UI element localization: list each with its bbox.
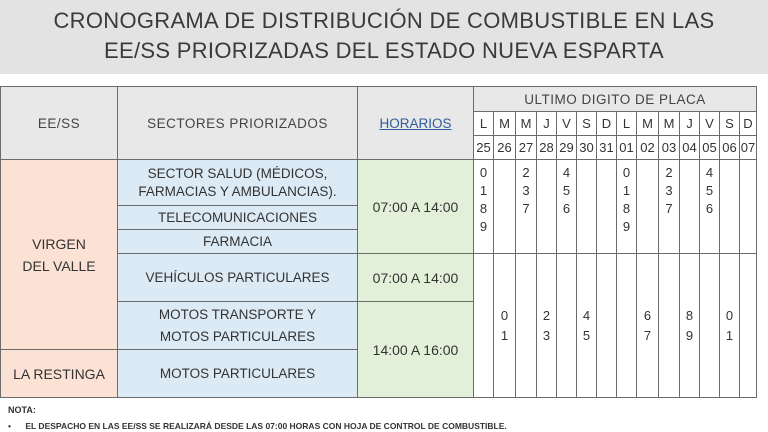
plate-digit: 8 (622, 201, 631, 216)
plate-digit: 4 (562, 165, 571, 180)
plate-digit: 2 (522, 165, 530, 180)
column-header-eess: EE/SS (1, 87, 118, 160)
plate-digit: 9 (622, 219, 631, 234)
column-header-sectores: SECTORES PRIORIZADOS (118, 87, 358, 160)
digit-cell (597, 254, 617, 398)
day-cell: D (740, 112, 757, 136)
plate-digit: 3 (665, 183, 673, 198)
plate-digit: 0 (479, 165, 488, 180)
plate-digit: 1 (725, 327, 734, 343)
digit-cell (494, 160, 516, 254)
column-header-horarios: HORARIOS (358, 87, 474, 160)
date-cell: 02 (637, 136, 659, 160)
digit-cell (740, 254, 757, 398)
digit-cell (516, 254, 537, 398)
plate-digit: 7 (643, 327, 652, 343)
digit-cell (680, 254, 700, 398)
sector-vehiculos: VEHÍCULOS PARTICULARES (118, 254, 358, 302)
digit-cell (700, 160, 720, 254)
plate-digit: 6 (705, 201, 714, 216)
digit-cell (617, 254, 637, 398)
digit-cell (537, 160, 557, 254)
sector-salud: SECTOR SALUD (MÉDICOS, FARMACIAS Y AMBULANCIAS). (118, 160, 358, 206)
digit-cell (659, 254, 680, 398)
digit-cell (637, 160, 659, 254)
day-cell: J (680, 112, 700, 136)
plate-digit: 8 (685, 307, 694, 323)
station-virgen-del-valle: VIRGEN DEL VALLE (1, 160, 118, 350)
plate-digit: 0 (500, 307, 509, 323)
digit-cell (680, 160, 700, 254)
page-title-line-1: CRONOGRAMA DE DISTRIBUCIÓN DE COMBUSTIBLE EN LAS (53, 8, 715, 33)
digit-cell (720, 160, 740, 254)
plate-digit: 4 (582, 307, 591, 323)
date-cell: 29 (557, 136, 577, 160)
digit-cell (537, 254, 557, 398)
digit-cell (617, 160, 637, 254)
column-header-placa: ULTIMO DIGITO DE PLACA (474, 87, 757, 112)
plate-digit: 2 (542, 307, 551, 323)
plate-digit: 3 (542, 327, 551, 343)
station-la-restinga: LA RESTINGA (1, 350, 118, 398)
digit-cell (557, 160, 577, 254)
digit-cell (474, 254, 494, 398)
digit-cell (577, 254, 597, 398)
plate-digit: 5 (705, 183, 714, 198)
plate-digit: 7 (665, 201, 673, 216)
digit-cell (740, 160, 757, 254)
date-cell: 06 (720, 136, 740, 160)
day-cell: M (494, 112, 516, 136)
day-cell: L (474, 112, 494, 136)
date-cell: 27 (516, 136, 537, 160)
digit-cell (720, 254, 740, 398)
date-cell: 30 (577, 136, 597, 160)
note-label: NOTA: (8, 405, 36, 415)
day-cell: M (659, 112, 680, 136)
date-cell: 28 (537, 136, 557, 160)
digit-cell (557, 254, 577, 398)
date-cell: 05 (700, 136, 720, 160)
day-cell: V (557, 112, 577, 136)
schedule-priority: 07:00 A 14:00 (358, 160, 474, 254)
page-title-line-2: EE/SS PRIORIZADAS DEL ESTADO NUEVA ESPARTA (104, 38, 664, 63)
schedule-table (0, 86, 757, 398)
digit-cell (597, 160, 617, 254)
digit-cell (516, 160, 537, 254)
day-cell: J (537, 112, 557, 136)
schedule-vehiculos: 07:00 A 14:00 (358, 254, 474, 302)
plate-digit: 5 (562, 183, 571, 198)
plate-digit: 0 (725, 307, 734, 323)
plate-digit: 7 (522, 201, 530, 216)
day-cell: L (617, 112, 637, 136)
day-cell: M (516, 112, 537, 136)
note-item (8, 421, 507, 431)
plate-digit: 1 (479, 183, 488, 198)
plate-digit: 6 (643, 307, 652, 323)
sector-farmacia: FARMACIA (118, 230, 358, 254)
plate-digit: 8 (479, 201, 488, 216)
plate-digit: 2 (665, 165, 673, 180)
plate-digit: 6 (562, 201, 571, 216)
date-cell: 03 (659, 136, 680, 160)
plate-digit: 3 (522, 183, 530, 198)
date-cell: 26 (494, 136, 516, 160)
schedule-motos: 14:00 A 16:00 (358, 302, 474, 398)
plate-digit: 1 (622, 183, 631, 198)
plate-digit: 0 (622, 165, 631, 180)
plate-digit: 4 (705, 165, 714, 180)
note-text: EL DESPACHO EN LAS EE/SS SE REALIZARÁ DESDE LAS 07:00 HORAS CON HOJA DE CONTROL DE COMBUSTIBLE. (25, 421, 507, 431)
digit-cell (494, 254, 516, 398)
digit-cell (700, 254, 720, 398)
date-cell: 07 (740, 136, 757, 160)
digit-cell (637, 254, 659, 398)
date-cell: 31 (597, 136, 617, 160)
day-cell: M (637, 112, 659, 136)
date-cell: 04 (680, 136, 700, 160)
title-banner (0, 0, 768, 74)
sector-motos-particulares: MOTOS PARTICULARES (118, 350, 358, 398)
day-cell: D (597, 112, 617, 136)
table-row (1, 160, 757, 206)
date-cell: 25 (474, 136, 494, 160)
digit-cell (659, 160, 680, 254)
sector-motos-transporte: MOTOS TRANSPORTE Y MOTOS PARTICULARES (118, 302, 358, 350)
day-cell: S (720, 112, 740, 136)
digit-cell (577, 160, 597, 254)
digit-cell (474, 160, 494, 254)
plate-digit: 5 (582, 327, 591, 343)
date-cell: 01 (617, 136, 637, 160)
plate-digit: 1 (500, 327, 509, 343)
bullet-icon: • (8, 421, 11, 431)
sector-telecomunicaciones: TELECOMUNICACIONES (118, 206, 358, 230)
day-cell: V (700, 112, 720, 136)
plate-digit: 9 (685, 327, 694, 343)
plate-digit: 9 (479, 219, 488, 234)
day-cell: S (577, 112, 597, 136)
